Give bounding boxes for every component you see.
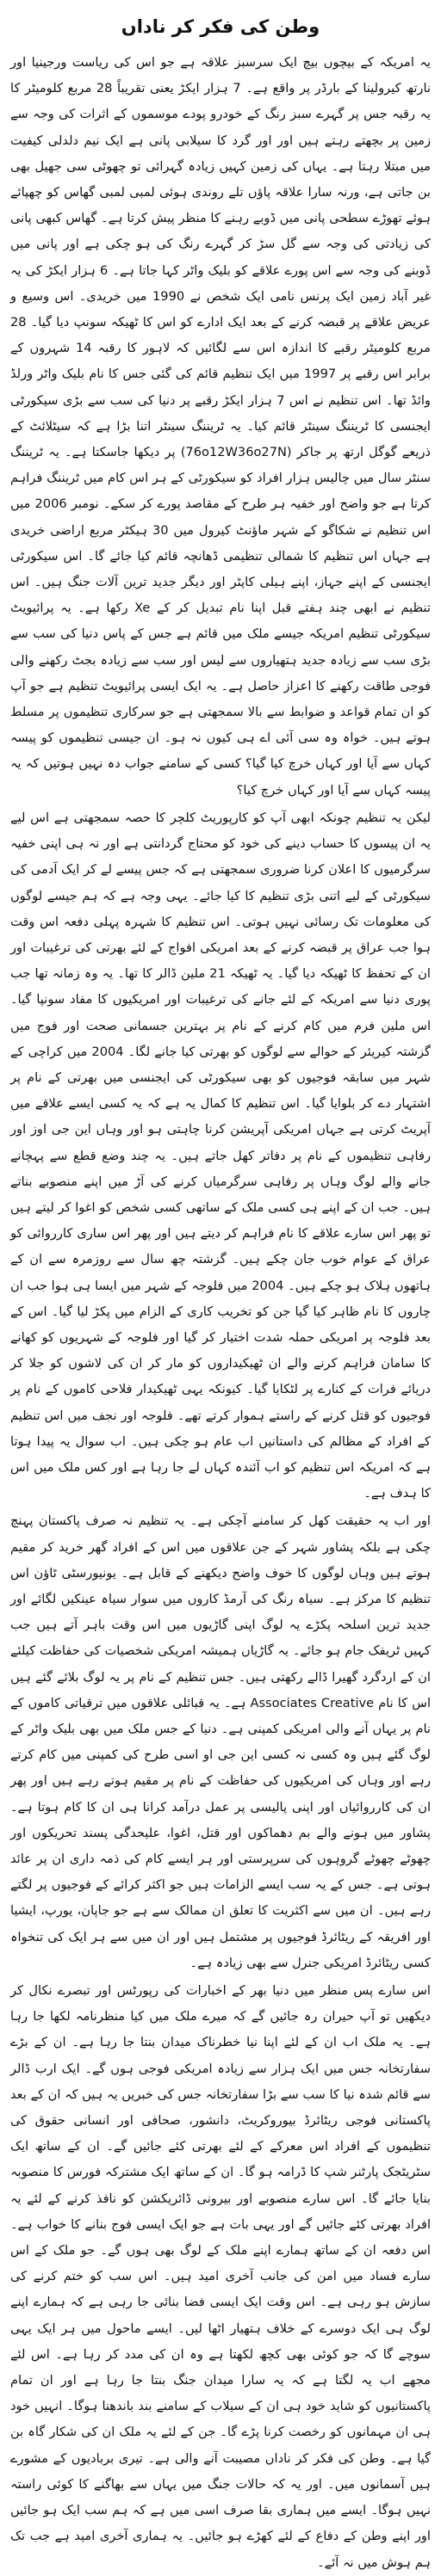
article-paragraph: لیکن یہ تنظیم چونکہ ابھی آپ کو کارپوریٹ کلچر کا حصہ سمجھتی ہے اس لیے یہ ان پیسوں کا حساب دینے کی خود کو محتاج گردانتی ہے اور نہ ہی اپنی خفیہ سرگرمیوں کا اعلان کرنا ضروری سمجھتی ہے کہ جس پیسے لے کر ایک آدمی کی سیکورٹی کے لیے اتنی بڑی تنظیم کا کیا جائے۔ یہی وجہ ہے کہ ہم جیسے لوگوں کی معلومات تک رسائی نہیں ہوتی۔ اس تنظیم کا شہرہ پہلی دفعہ اس وقت ہوا جب عراق پر قبضہ کرنے کے بعد امریکی افواج کے لئے بھرتی کی ترغیبات اور ان کے تحفظ کا ٹھیکہ دیا گیا۔ یہ ٹھیکہ 21 ملین ڈالر کا تھا۔ یہ وہ زمانہ تھا جب پوری دنیا سے امریکہ کے لئے جانے کی ترغیبات اور امریکیوں کا مفاد سونپا گیا۔ اس ملین فرم میں کام کرنے کے نام پر بہترین جسمانی صحت اور فوج میں گزشتہ کیریئر کے حوالے سے لوگوں کو بھرتی کیا جانے لگا۔ 2004 میں کراچی کے شہر میں سابقہ فوجیوں کو بھی سیکورٹی کی ایجنسی میں بھرتی کے نام پر اشتہار دے کر بلوایا گیا۔ اس تنظیم کا کمال یہ ہے کہ یہ کسی ایسے علاقے میں آپریٹ کرتی ہے جہاں امریکی آپریشن کرنا چاہتی ہو اور وہاں این جی اوز اور رفاہی تنظیموں کے نام پر دفاتر کھل جاتے ہیں۔ یہ چند وضع قطع سے پہچانے جانے والے لوگ وہاں پر رفاہی سرگرمیاں کرنے کی آڑ میں اپنے منصوبے بناتے ہیں۔ جب ان کے اپنے ہی کسی ملک کے ساتھی کسی شخص کو اغوا کر لیتے ہیں تو پھر اس سارے علاقے کا نام فراہم کر دیتے ہیں اور پھر اس ساری کارروائی کو عراق کے عوام خوب جان چکے ہیں۔ گزشتہ چھ سال سے روزمرہ سے ان کے ہاتھوں ہلاک ہو چکے ہیں۔ 2004 میں فلوجہ کے شہر میں ایسا ہی ہوا جب ان چاروں کا نام ظاہر کیا گیا جن کو تخریب کاری کے الزام میں پکڑ لیا گیا۔ اس کے بعد فلوجہ پر امریکی حملہ شدت اختیار کر گیا اور فلوجہ کے شہریوں کو کھانے کا سامان فراہم کرنے والے ان ٹھیکیداروں کو مار کر ان کی لاشوں کو جلا کر دریائے فرات کے کنارے پر لٹکایا گیا۔ کیونکہ یہی ٹھیکیدار فلاحی کاموں کے نام پر فوجیوں کو قتل کرنے کے راستے ہموار کرتے تھے۔ فلوجہ اور نجف میں اس تنظیم کے افراد کے مظالم کی داستانیں اب عام ہو چکی ہیں۔ اب سوال یہ پیدا ہوتا ہے کہ امریکہ اس تنظیم کو اب آئندہ کہاں لے جا رہا ہے اور کس ملک میں اس کا ہدف ہے۔: [10, 810, 431, 1501]
article-paragraph: یہ امریکہ کے بیچوں بیچ ایک سرسبز علاقہ ہے جو اس کی ریاست ورجینیا اور نارتھ کیرولینا کے بارڈر پر واقع ہے۔ 7 ہزار ایکڑ یعنی تقریباً 28 مربع کلومیٹر کا یہ رقبہ جس پر گہرے سبز رنگ کے خودرو پودے موسموں کے اثرات کی وجہ سے زمین پر بچھتے رہتے ہیں اور اور گرد کا سیلابی پانی ہے ایک نیم دلدلی کیفیت میں مبتلا رہتا ہے۔ یہاں کی زمین کہیں زیادہ گہرائی تو چھوٹی سی جھیل بھی بن جاتی ہے، ورنہ سارا علاقہ پاؤں تلے روندی ہوئی لمبی لمبی گھاس کو چھپائے ہوئے تھوڑے سطحی پانی میں ڈوبے رہنے کا منظر پیش کرتا ہے۔ گھاس کبھی پانی کی زیادتی کی وجہ سے گل سڑ کر گہرے رنگ کی ہو چکی ہے اور پانی میں ڈوبنے کی وجہ سے اس پورے علاقے کو بلیک واٹر کہا جاتا ہے۔ 6 ہزار ایکڑ کی یہ غیر آباد زمین ایک پرنس نامی ایک شخص نے 1990 میں خریدی۔ اس وسیع و عریض علاقے پر قبضہ کرنے کے بعد ایک ادارے کو اس کا ٹھیکہ سونپ دیا گیا۔ 28 مربع کلومیٹر رقبے کا اندازہ اس سے لگائیں کہ لاہور کا رقبہ 14 شہروں کے برابر اس رقبے پر 1997 میں ایک تنظیم قائم کی گئی جس کا نام بلیک واٹر ورلڈ وائڈ تھا۔ اس تنظیم نے اس 7 ہزار ایکڑ رقبے پر دنیا کی سب سے بڑی سیکورٹی ایجنسی کا ٹریننگ سینٹر قائم کیا۔ یہ ٹریننگ سینٹر اتنا بڑا ہے کہ سیٹلائٹ کے ذریعے گوگل ارتھ پر جاکر (76o12W36o27N) پر دیکھا جاسکتا ہے۔ یہ ٹریننگ سنٹر سال میں چالیس ہزار افراد کو سیکورٹی کے ہر اس کام میں ٹریننگ فراہم کرتا ہے جو واضح اور خفیہ ہر طرح کے مقاصد پورے کر سکے۔ نومبر 2006 میں اس تنظیم نے شکاگو کے شہر ماؤنٹ کیرول میں 30 ہیکٹر مربع اراضی خریدی ہے جہاں اس تنظیم کا شمالی تنظیمی ڈھانچہ قائم کیا جائے گا۔ اس سیکورٹی ایجنسی کے اپنے جہاز، اپنے ہیلی کاپٹر اور دیگر جدید ترین آلات جنگ ہیں۔ اس تنظیم نے ابھی چند ہفتے قبل اپنا نام تبدیل کر کے Xe رکھا ہے۔ یہ پرائیویٹ سیکورٹی تنظیم امریکہ جیسے ملک میں قائم ہے جس کے پاس دنیا کی سب سے بڑی سب سے زیادہ جدید ہتھیاروں سے لیس اور سب سے زیادہ بجٹ رکھنے والی فوجی طاقت رکھنے کا اعزاز حاصل ہے۔ یہ ایک ایسی پرائیویٹ تنظیم ہے جو آپ کو ان تمام قواعد و ضوابط سے بالا سمجھتی ہے جو سرکاری تنظیموں پر مسلط ہوتے ہیں۔ خواہ وہ سی آئی اے ہی کیوں نہ ہو۔ ان جیسی تنظیموں کو پیسہ کہاں سے آیا اور کہاں خرچ کیا گیا؟ کسی کے سامنے جواب دہ نہیں ہوتیں کہ یہ پیسہ کہاں سے آیا اور کہاں خرچ کیا؟: [10, 55, 431, 798]
article-paragraph: اور اب یہ حقیقت کھل کر سامنے آچکی ہے۔ یہ تنظیم نہ صرف پاکستان پہنچ چکی ہے بلکہ پشاور شہر کے جن علاقوں میں اس کے افراد گھر خرید کر مقیم ہوتے ہیں وہاں لوگوں کا خوف واضح دیکھنے کے قابل ہے۔ یونیورسٹی ٹاؤن اس تنظیم کا مرکز ہے۔ سیاہ رنگ کی آرمڈ کاروں میں سوار سیاہ عینکیں لگائے اور جدید ترین اسلحہ پکڑے یہ لوگ اپنی گاڑیوں میں اس وقت باہر آتے ہیں جب کہیں ٹریفک جام ہو جائے۔ یہ گاڑیاں ہمیشہ امریکی شخصیات کی حفاظت کیلئے ان کے اردگرد گھیرا ڈالے رکھتی ہیں۔ جس تنظیم کے نام پر یہ لوگ بلائے گئے ہیں اس کا نام Associates Creative ہے۔ یہ قبائلی علاقوں میں ترقیاتی کاموں کے نام پر یہاں آنے والی امریکی کمپنی ہے۔ دنیا کے جس ملک میں بھی بلیک واٹر کے لوگ گئے ہیں وہ کسی نہ کسی این جی او اسی طرح کی کمپنی میں کام کرتے رہے اور وہاں کی امریکیوں کی حفاظت کے نام پر مقیم ہوتے رہے ہیں اور پھر ان کی کارروائیاں اور اپنی پالیسی پر عمل درآمد کرانا ہی ان کا کام ہوتا ہے۔ پشاور میں ہونے والے بم دھماکوں اور قتل، اغوا، علیحدگی پسند تحریکوں اور چھوٹے چھوٹے گروہوں کی سرپرستی اور ہر ایسے کام کی ذمہ داری ان پر عائد ہوتی ہے۔ جس کے یہ سب ایسے الزامات ہیں جو اکثر کرائے کے فوجیوں پر لگتے رہے ہیں۔ ان میں سے اکثریت کا تعلق ان ممالک سے ہے جو جاپان، یورپ، ایشیا اور افریقہ کے ریٹائرڈ فوجیوں پر مشتمل ہیں اور ان میں سے ہر ایک کی تنخواہ کسی ریٹائرڈ امریکی جنرل سے بھی زیادہ ہے۔: [10, 1513, 432, 1970]
article-paragraph: اس سارے پس منظر میں دنیا بھر کے اخبارات کی رپورٹس اور تبصرے نکال کر دیکھیں تو آپ حیران رہ جائیں گے کہ میرے ملک میں کیا منظرنامہ لکھا جا رہا ہے۔ یہ ملک اب ان کے لئے اپنا نیا خطرناک میدان بنتا جا رہا ہے۔ ان کے بڑے سفارتخانہ جس میں ایک ہزار سے زیادہ امریکی فوجی ہوں گے۔ ایک ارب ڈالر سے قائم شدہ نیا کا سب سے بڑا سفارتخانہ جس کی خبریں یہ ہیں کہ ان کے بعد پاکستانی فوجی ریٹائرڈ بیوروکریٹ، دانشور، صحافی اور انسانی حقوق کی تنظیموں کے افراد اس معرکے کے لئے بھرتی کئے جائیں گے۔ ان کے ساتھ ایک سٹریٹجک پارٹنر شپ کا ڈرامہ ہو گا۔ ان کے ساتھ ایک مشترکہ فورس کا منصوبہ بنایا جائے گا۔ اس سارے منصوبے اور بیرونی ڈائریکشن کو نافذ کرنے کے لئے یہ افراد بھرتی کئے جائیں گے اور یہی بات ہے جو ایک ایسی فوج بنانے کا خواب ہے۔ اس دفعہ ان کے ساتھ ہمارے اپنے ملک کے لوگ بھی ہوں گے۔ جو ملک کے اس سارے فساد میں امن کی جانب آخری امید ہیں۔ اس سب کو ختم کرنے کی سازش ہو رہی ہے۔ اس وقت ایک ایسی فضا بنائی جا رہی ہے کہ ہمارے اپنے لوگ ہی ایک دوسرے کے خلاف ہتھیار اٹھا لیں۔ ایسے ماحول میں ہر ایک یہی سوچے گا کہ جو کوئی بھی کچھ لکھتا ہے وہ ان کی مدد کر رہا ہے۔ اس لئے مجھے اب یہ لگتا ہے کہ یہ سارا میدان جنگ بنتا جا رہا ہے اور ان تمام پاکستانیوں کو شاید خود ہی ان کے سیلاب کے سامنے بند باندھنا ہوگا۔ انہیں خود ہی ان مہمانوں کو رخصت کرنا پڑے گا۔ جن کے لئے یہ ملک ان کی شکار گاہ بن گیا ہے۔ وطن کی فکر کر ناداں مصیبت آنے والی ہے۔ تیری بربادیوں کے مشورے ہیں آسمانوں میں۔ اور یہ کہ حالات جنگ میں یہاں سے بھاگنے کا کوئی راستہ نہیں ہوگا۔ ایسے میں ہماری بقا صرف اسی میں ہے کہ ہم سب ایک ہو جائیں اور اپنے وطن کے دفاع کے لئے کھڑے ہو جائیں۔ یہ ہماری آخری امید ہے جب تک ہم ہوش میں نہ آئے۔: [10, 1983, 431, 2570]
article-headline: وطن کی فکر کر ناداں: [121, 16, 320, 37]
article-body: [10, 50, 431, 2576]
